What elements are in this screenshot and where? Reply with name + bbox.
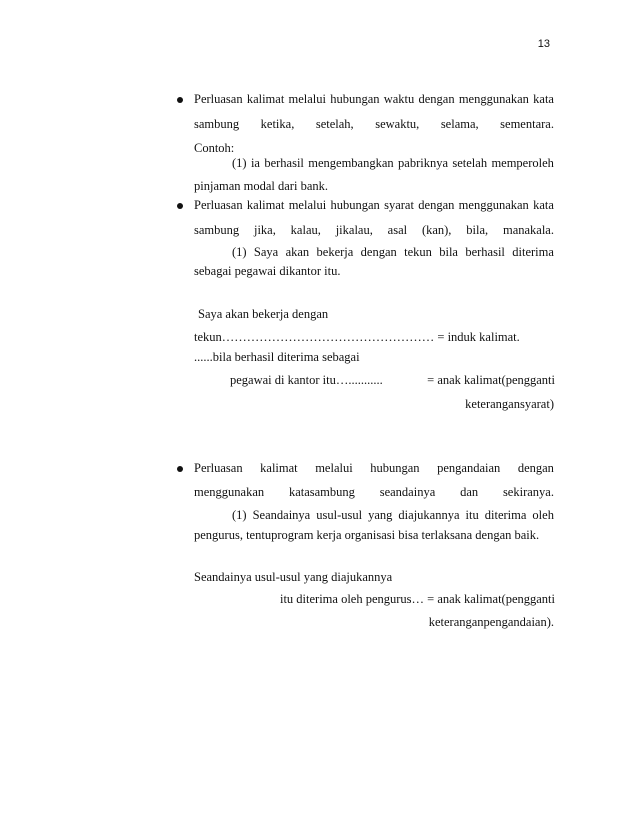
word: (1) — [232, 245, 247, 259]
word: diterima — [484, 508, 527, 522]
word: dengan — [360, 245, 397, 259]
word: kalau, — [290, 223, 321, 237]
s1-contoh: Contoh: — [194, 141, 235, 155]
s2-analysis-line1: Saya akan bekerja dengan — [198, 307, 329, 321]
word: tekun — [404, 245, 432, 259]
s1-example-line2: pinjaman modal dari bank. — [194, 179, 328, 193]
word: berhasil — [264, 156, 304, 170]
s2-analysis-line5: keterangansyarat) — [465, 397, 554, 411]
word: berhasil — [465, 245, 505, 259]
word: dan — [460, 485, 479, 499]
word: dengan — [418, 198, 455, 212]
s2-analysis-line4-right: = anak kalimat(pengganti — [427, 373, 555, 387]
word: setelah, — [315, 117, 354, 131]
word: (1) — [232, 508, 247, 522]
word: (kan), — [421, 223, 452, 237]
word: kata — [533, 198, 554, 212]
s3-analysis-line1: Seandainya usul-usul yang diajukannya — [194, 570, 393, 584]
s1-line2 — [194, 117, 554, 132]
word: itu — [465, 508, 479, 522]
word: sementara. — [500, 117, 554, 131]
word: jikalau, — [335, 223, 373, 237]
word: diajukannya — [398, 508, 460, 522]
s2-analysis-line4-left: pegawai di kantor itu…........... — [230, 373, 383, 387]
word: ketika, — [260, 117, 295, 131]
s1-line1 — [194, 92, 554, 107]
s2-analysis-line2: tekun…………………………………………… = induk kalimat. — [194, 330, 520, 344]
s1-example-line1 — [232, 156, 554, 171]
word: melalui — [288, 92, 327, 106]
s2-analysis-line3: ......bila berhasil diterima sebagai — [194, 350, 360, 364]
word: sambung — [194, 223, 240, 237]
word: waktu — [383, 92, 415, 106]
word: katasambung — [288, 485, 355, 499]
word: yang — [368, 508, 393, 522]
s2-line2 — [194, 223, 554, 238]
s2-example-line1 — [232, 245, 554, 260]
word: jika, — [253, 223, 276, 237]
s3-line1 — [194, 461, 554, 476]
word: diterima — [512, 245, 554, 259]
word: seandainya — [379, 485, 436, 499]
word: sewaktu, — [375, 117, 420, 131]
word: usul-usul — [316, 508, 363, 522]
word: melalui — [315, 461, 353, 475]
s3-example-line2: pengurus, tentuprogram kerja organisasi bisa terlaksana dengan baik. — [194, 528, 540, 542]
bullet-3 — [177, 466, 183, 472]
word: dengan — [418, 92, 455, 106]
word: sekiranya. — [502, 485, 554, 499]
word: Perluasan — [194, 198, 243, 212]
word: kata — [533, 92, 554, 106]
word: selama, — [440, 117, 479, 131]
word: kalimat — [246, 198, 285, 212]
word: syarat — [384, 198, 414, 212]
word: hubungan — [330, 198, 380, 212]
word: setelah — [452, 156, 488, 170]
s3-analysis-line2: itu diterima oleh pengurus… = anak kalimat(pengganti — [279, 592, 555, 606]
word: hubungan — [370, 461, 420, 475]
s3-analysis-line3: keteranganpengandaian). — [428, 615, 554, 629]
word: Perluasan — [194, 461, 243, 475]
word: akan — [285, 245, 310, 259]
bullet-1 — [177, 97, 183, 103]
word: mengembangkan — [308, 156, 394, 170]
word: Saya — [253, 245, 279, 259]
word: memperoleh — [491, 156, 554, 170]
s2-example-line2: sebagai pegawai dikantor itu. — [194, 264, 341, 278]
s3-line2 — [194, 485, 554, 500]
word: hubungan — [330, 92, 380, 106]
word: Seandainya — [252, 508, 311, 522]
word: bekerja — [316, 245, 354, 259]
page-number: 13 — [537, 38, 550, 50]
word: sambung — [194, 117, 240, 131]
word: menggunakan — [458, 198, 529, 212]
word: melalui — [288, 198, 327, 212]
word: Perluasan — [194, 92, 243, 106]
word: pengandaian — [437, 461, 501, 475]
word: kalimat — [260, 461, 298, 475]
word: bila — [439, 245, 458, 259]
s3-example-line1 — [232, 508, 554, 523]
word: asal — [387, 223, 408, 237]
s2-line1 — [194, 198, 554, 213]
word: ia — [250, 156, 260, 170]
word: dengan — [517, 461, 554, 475]
word: kalimat — [246, 92, 285, 106]
word: (1) — [232, 156, 247, 170]
bullet-2 — [177, 203, 183, 209]
word: menggunakan — [458, 92, 529, 106]
word: manakala. — [502, 223, 554, 237]
word: pabriknya — [398, 156, 448, 170]
word: oleh — [532, 508, 554, 522]
word: menggunakan — [194, 485, 265, 499]
word: bila, — [466, 223, 489, 237]
